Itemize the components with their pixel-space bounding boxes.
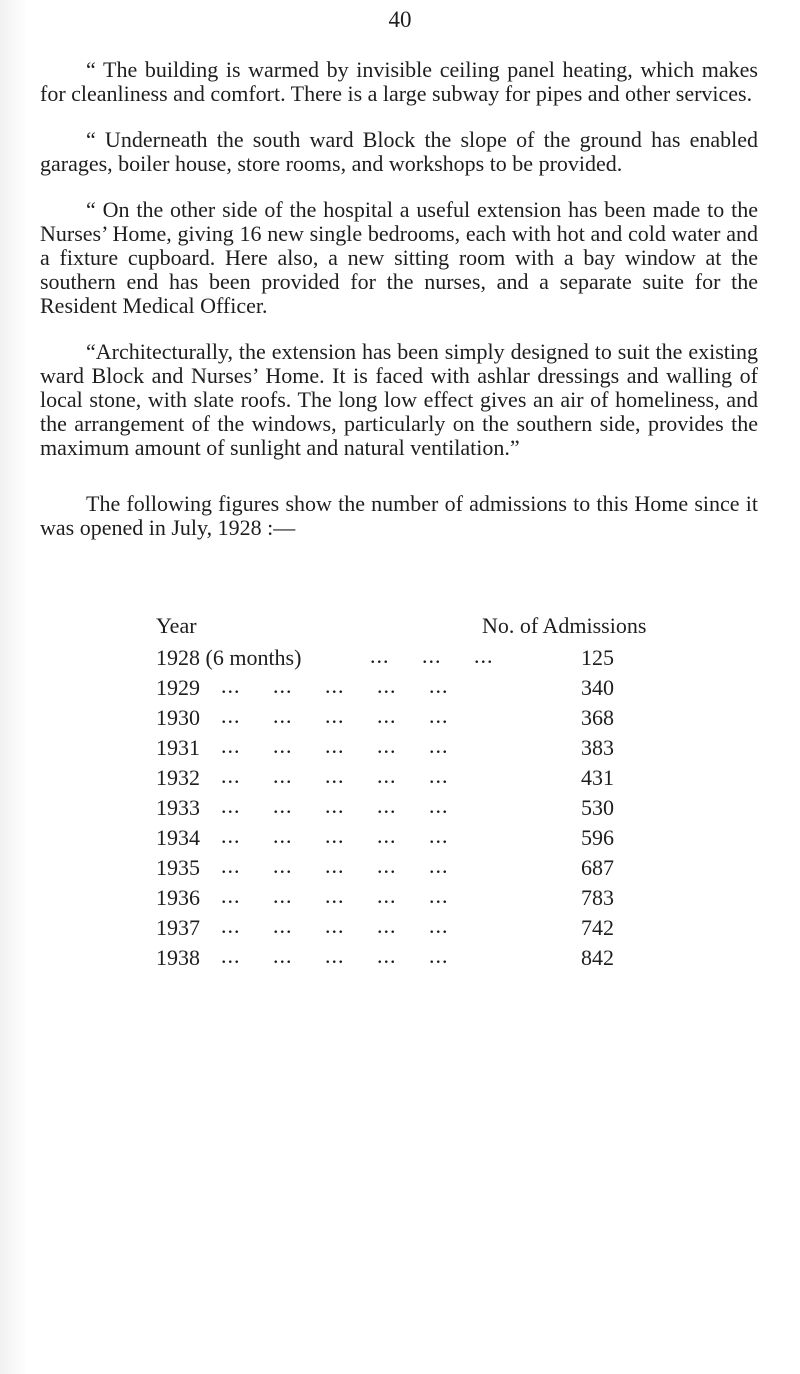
row-year: 1929 xyxy=(156,675,200,700)
page-number: 40 xyxy=(388,7,412,32)
body-text xyxy=(40,58,758,560)
row-year: 1936 xyxy=(156,885,200,910)
table-rows xyxy=(0,643,800,976)
row-year: 1931 xyxy=(156,735,200,760)
table-row xyxy=(0,643,800,676)
row-year: 1933 xyxy=(156,795,200,820)
paragraph-nurses-home: “ On the other side of the hospital a useful extension has been made to the Nurses’ Home, giving 16 new single bedrooms, each with hot and cold water and a fixture cupboard. Here also, a new sitting room with a bay window at the southern end has been provided for the nurses, and a separate suite for the Resident Medical Officer. xyxy=(40,197,758,318)
row-leader-dots: ... ... ... ... ... xyxy=(221,853,449,878)
table-row xyxy=(0,823,800,856)
row-admissions: 125 xyxy=(581,645,614,670)
row-year: 1937 xyxy=(156,915,200,940)
header-admissions: No. of Admissions xyxy=(482,613,647,638)
row-year: 1928 (6 months) xyxy=(156,645,302,670)
row-leader-dots: ... ... ... ... ... xyxy=(221,673,449,698)
row-leader-dots: ... ... ... xyxy=(370,643,494,668)
row-admissions: 742 xyxy=(581,915,614,940)
row-admissions: 842 xyxy=(581,945,614,970)
row-leader-dots: ... ... ... ... ... xyxy=(221,793,449,818)
row-leader-dots: ... ... ... ... ... xyxy=(221,823,449,848)
table-row xyxy=(0,883,800,916)
row-leader-dots: ... ... ... ... ... xyxy=(221,883,449,908)
row-admissions: 530 xyxy=(581,795,614,820)
header-year: Year xyxy=(156,613,197,638)
table-row xyxy=(0,673,800,706)
row-leader-dots: ... ... ... ... ... xyxy=(221,733,449,758)
table-row xyxy=(0,943,800,976)
row-year: 1932 xyxy=(156,765,200,790)
row-admissions: 596 xyxy=(581,825,614,850)
table-row xyxy=(0,853,800,886)
row-leader-dots: ... ... ... ... ... xyxy=(221,913,449,938)
row-leader-dots: ... ... ... ... ... xyxy=(221,703,449,728)
table-row xyxy=(0,763,800,796)
row-leader-dots: ... ... ... ... ... xyxy=(221,943,449,968)
paragraph-architecture: “Architecturally, the extension has been simply designed to suit the existing ward Block and Nurses’ Home. It is faced with ashlar dressings and walling of local stone, with slate roofs. The long low effect gives an air of homeliness, and the arrangement of the windows, particularly on the southern side, provides the maximum amount of sunlight and natural ventilation.” xyxy=(40,339,758,460)
row-admissions: 340 xyxy=(581,675,614,700)
paragraph-south-ward: “ Underneath the south ward Block the slope of the ground has enabled garages, boiler house, store rooms, and workshops to be provided. xyxy=(40,127,758,176)
table-row xyxy=(0,793,800,826)
row-admissions: 687 xyxy=(581,855,614,880)
paragraph-heating: “ The building is warmed by invisible ceiling panel heating, which makes for cleanliness and comfort. There is a large subway for pipes and other services. xyxy=(40,57,758,106)
table-row xyxy=(0,733,800,766)
row-admissions: 783 xyxy=(581,885,614,910)
table-row xyxy=(0,913,800,946)
row-year: 1935 xyxy=(156,855,200,880)
table-header xyxy=(0,614,800,646)
paragraph-admissions-intro: The following figures show the number of admissions to this Home since it was opened in July, 1928 :— xyxy=(40,491,758,540)
row-year: 1934 xyxy=(156,825,200,850)
row-admissions: 431 xyxy=(581,765,614,790)
table-row xyxy=(0,703,800,736)
row-leader-dots: ... ... ... ... ... xyxy=(221,763,449,788)
admissions-table xyxy=(0,614,800,976)
row-admissions: 383 xyxy=(581,735,614,760)
row-year: 1930 xyxy=(156,705,200,730)
row-year: 1938 xyxy=(156,945,200,970)
row-admissions: 368 xyxy=(581,705,614,730)
